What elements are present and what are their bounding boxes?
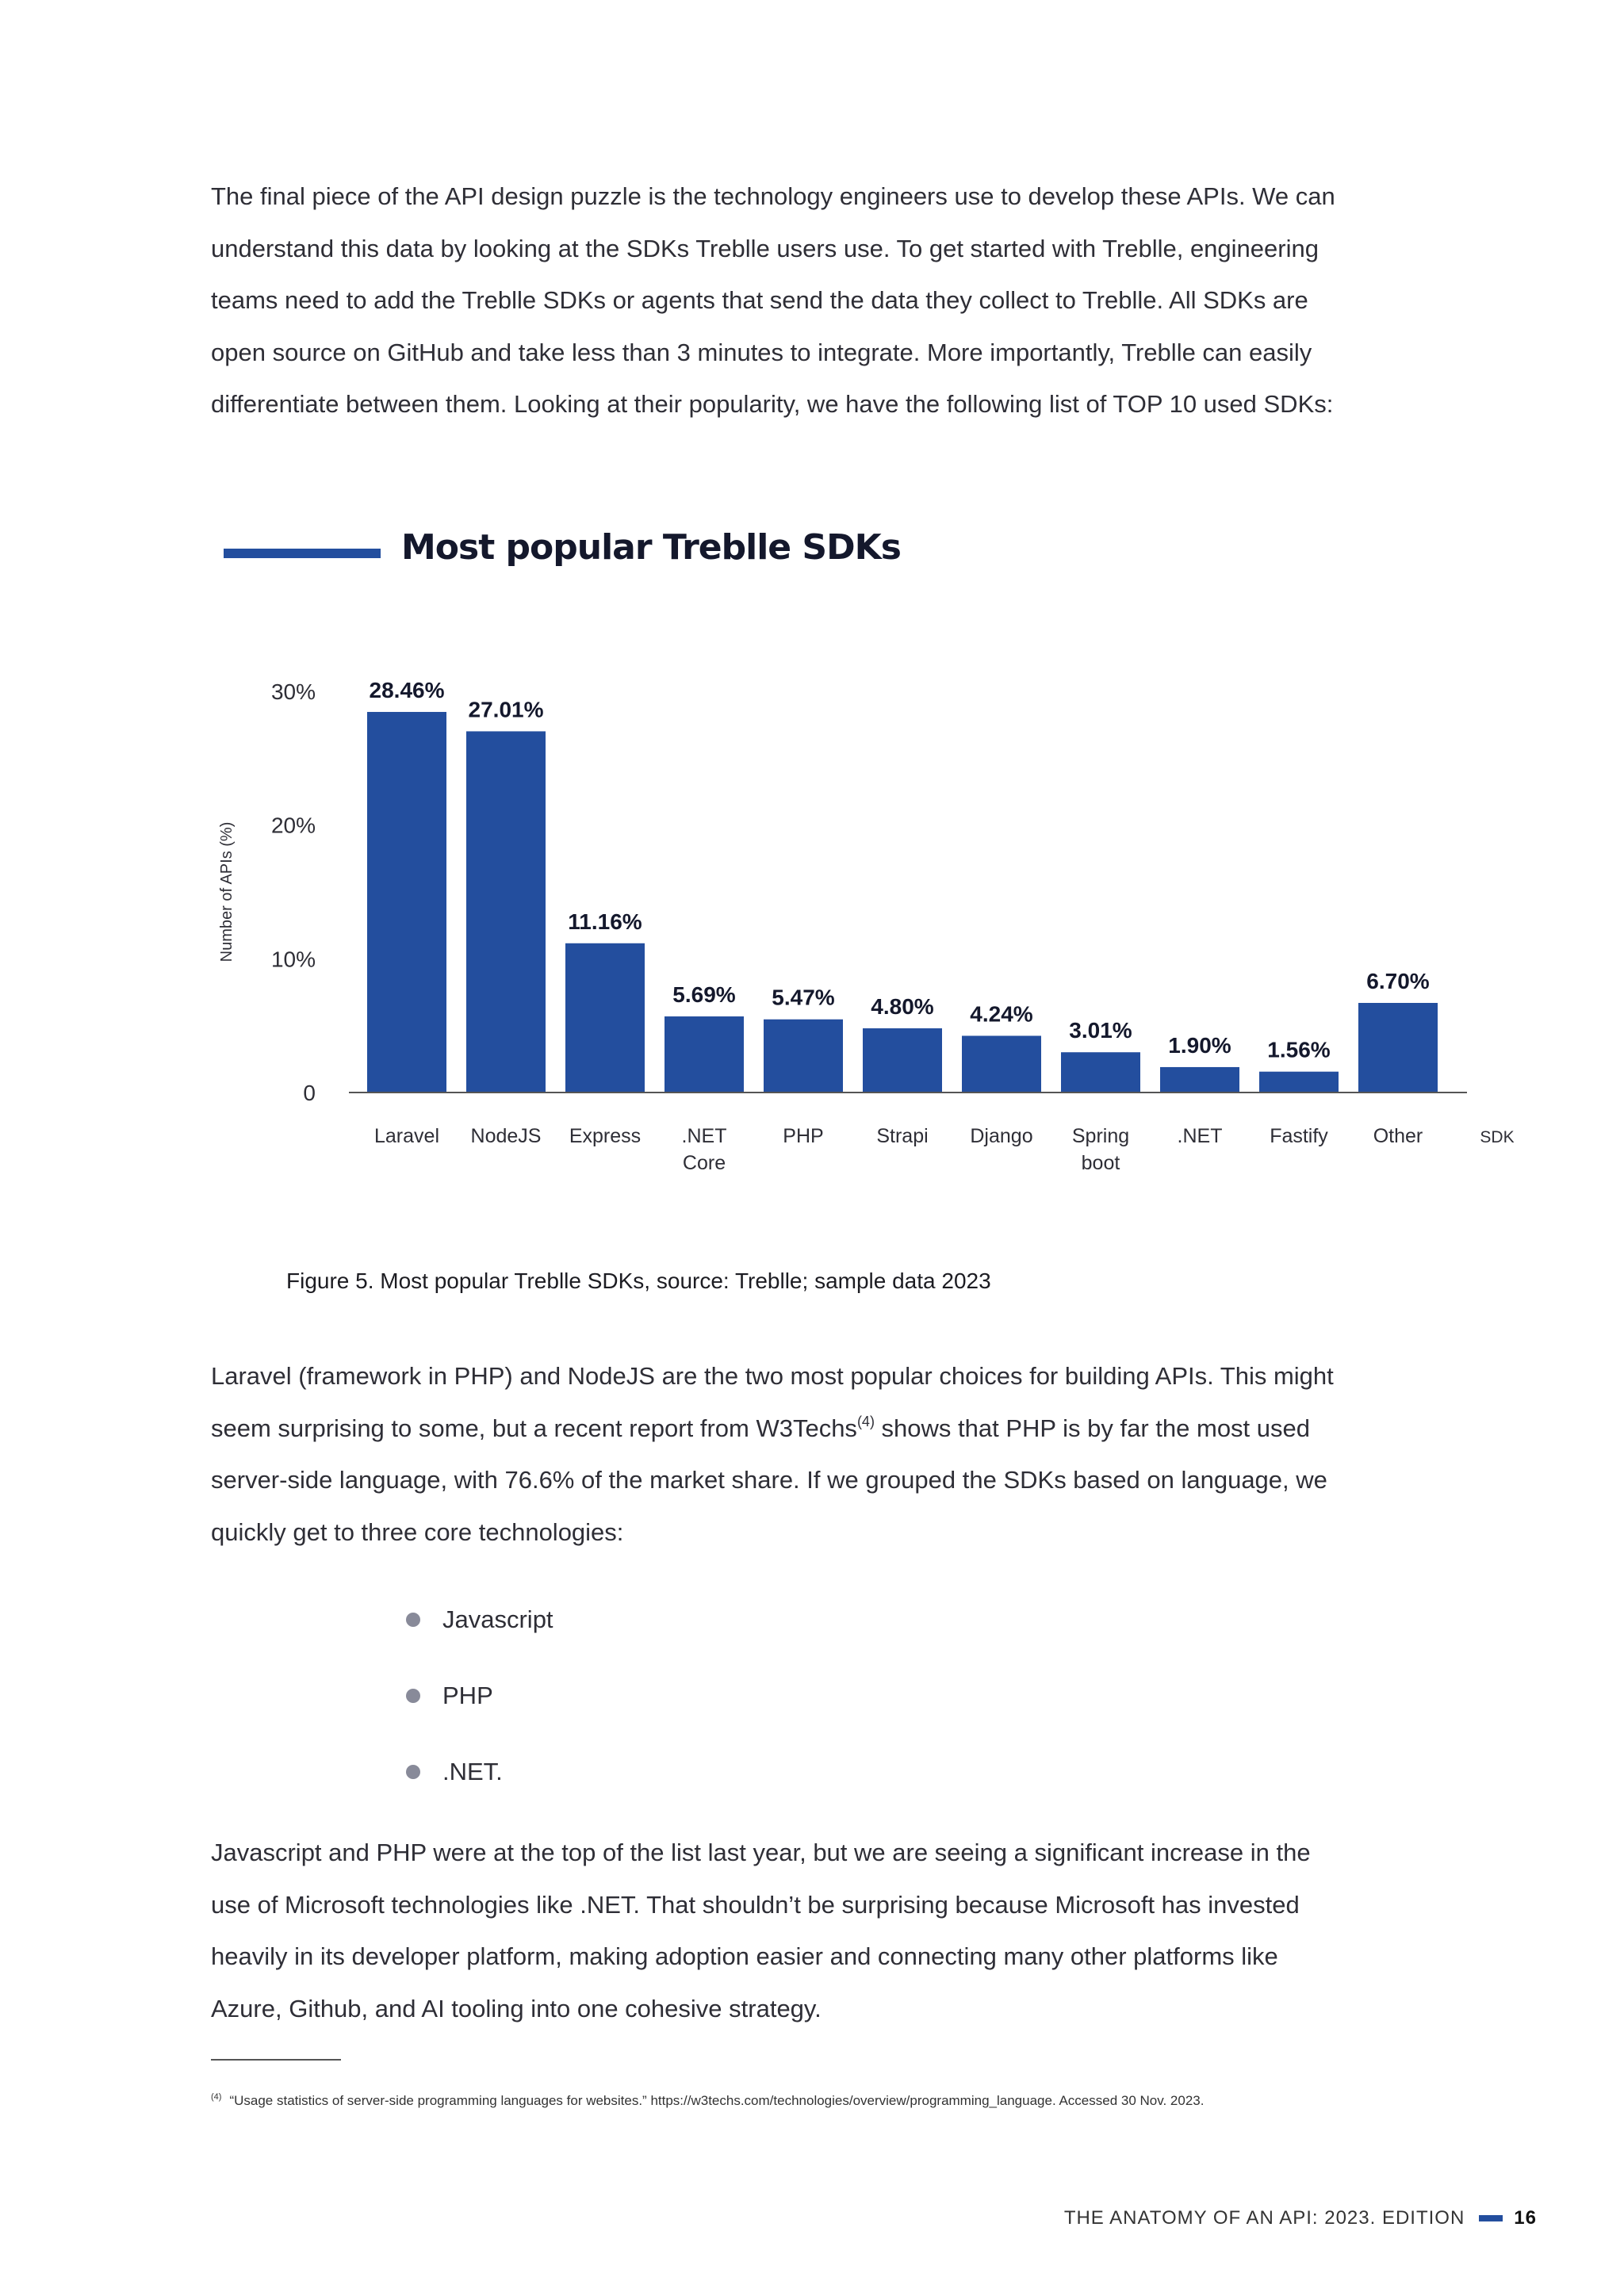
y-axis-label: Number of APIs (%) xyxy=(218,821,236,962)
page-footer xyxy=(1064,2207,1537,2229)
bar-value-label: 4.80% xyxy=(871,994,934,1020)
para3-line: heavily in its developer platform, making adoption easier and connecting many other platforms like xyxy=(211,1942,1278,1970)
footnote-reference[interactable]: (4) xyxy=(856,1413,875,1429)
x-tick-label: Fastify xyxy=(1270,1125,1328,1147)
bar xyxy=(367,712,446,1093)
bar-value-label: 27.01% xyxy=(468,697,544,722)
x-tick-label: Spring xyxy=(1071,1125,1130,1147)
bullet-dot-icon xyxy=(406,1765,420,1779)
para2-line: Laravel (framework in PHP) and NodeJS are the two most popular choices for building APIs. This might xyxy=(211,1362,1334,1390)
list-item xyxy=(406,1734,553,1810)
footnote-marker: (4) xyxy=(211,2092,222,2102)
x-tick-label: Other xyxy=(1373,1125,1423,1147)
x-tick-label: .NET xyxy=(681,1125,727,1147)
x-tick-label: Django xyxy=(970,1125,1033,1147)
footnote xyxy=(211,2093,1204,2109)
list-item-label: Javascript xyxy=(442,1605,553,1633)
para3-line: Javascript and PHP were at the top of the list last year, but we are seeing a significant increase in the xyxy=(211,1839,1311,1866)
footer-title: THE ANATOMY OF AN API: 2023. EDITION xyxy=(1063,2207,1465,2229)
para3-line: Azure, Github, and AI tooling into one cohesive strategy. xyxy=(211,1994,822,2022)
bar-value-label: 11.16% xyxy=(568,909,642,934)
bar xyxy=(764,1020,843,1093)
bullet-dot-icon xyxy=(406,1689,420,1703)
bar-value-label: 1.90% xyxy=(1168,1032,1231,1058)
bar-value-label: 1.56% xyxy=(1267,1037,1331,1062)
bar-value-label: 5.69% xyxy=(672,982,736,1008)
bar-value-label: 3.01% xyxy=(1069,1018,1132,1043)
bar-value-label: 5.47% xyxy=(772,985,835,1010)
intro-line: The final piece of the API design puzzle is the technology engineers use to develop these APIs. We can xyxy=(211,182,1335,210)
bar xyxy=(1358,1003,1438,1093)
intro-line: understand this data by looking at the SDKs Treblle users use. To get started with Treblle, engineering xyxy=(211,234,1319,262)
bar xyxy=(962,1035,1041,1093)
x-tick-label: boot xyxy=(1081,1152,1120,1174)
para3-line: use of Microsoft technologies like .NET. That shouldn’t be surprising because Microsoft has invested xyxy=(211,1890,1300,1919)
footnote-text: “Usage statistics of server-side programming languages for websites.” https://w3techs.com/technologies/overview/programming_language. Accessed 30 Nov. 2023. xyxy=(229,2093,1205,2108)
para2-line: shows that PHP is by far the most used xyxy=(874,1414,1311,1442)
bar-value-label: 28.46% xyxy=(369,677,445,702)
para2-line: quickly get to three core technologies: xyxy=(211,1517,624,1546)
y-tick-label: 10% xyxy=(270,947,316,972)
list-item xyxy=(406,1582,553,1658)
x-tick-label: Laravel xyxy=(374,1125,439,1147)
y-tick-label: 20% xyxy=(270,813,316,838)
para2-line: seem surprising to some, but a recent report from W3Techs xyxy=(211,1414,857,1442)
y-tick-label: 30% xyxy=(270,679,316,704)
x-tick-label: .NET xyxy=(1177,1125,1223,1147)
page-number: 16 xyxy=(1514,2207,1537,2229)
bullet-dot-icon xyxy=(406,1613,420,1627)
intro-paragraph xyxy=(211,170,1448,430)
footer-accent-mark xyxy=(1479,2215,1503,2221)
bar xyxy=(1259,1072,1339,1093)
x-axis-label: SDK xyxy=(1480,1128,1515,1146)
y-tick-label: 0 xyxy=(303,1081,316,1105)
intro-line: differentiate between them. Looking at their popularity, we have the following list of TOP 10 used SDKs: xyxy=(211,390,1334,418)
bar-value-label: 4.24% xyxy=(970,1001,1033,1027)
x-tick-label: Core xyxy=(682,1152,726,1174)
bar-value-label: 6.70% xyxy=(1366,968,1430,993)
technology-list xyxy=(406,1582,553,1810)
list-item-label: .NET. xyxy=(442,1758,503,1785)
x-tick-label: Strapi xyxy=(876,1125,929,1147)
bar xyxy=(863,1028,942,1093)
intro-line: teams need to add the Treblle SDKs or agents that send the data they collect to Treblle. All SDKs are xyxy=(211,286,1308,314)
list-item xyxy=(406,1658,553,1734)
bar xyxy=(1160,1067,1239,1093)
chart-title: Most popular Treblle SDKs xyxy=(401,527,901,568)
body-paragraph-3 xyxy=(211,1827,1448,2034)
bar xyxy=(1061,1052,1140,1093)
list-item-label: PHP xyxy=(442,1682,493,1709)
bar xyxy=(466,731,546,1093)
intro-line: open source on GitHub and take less than 3 minutes to integrate. More importantly, Treblle can easily xyxy=(211,338,1312,366)
x-tick-label: Express xyxy=(569,1125,642,1147)
bar xyxy=(665,1016,744,1093)
footnote-divider xyxy=(211,2059,341,2061)
x-tick-label: PHP xyxy=(783,1125,824,1147)
para2-line: server-side language, with 76.6% of the market share. If we grouped the SDKs based on language, we xyxy=(211,1466,1327,1494)
bar xyxy=(565,943,645,1093)
x-tick-label: NodeJS xyxy=(470,1125,542,1147)
chart-title-accent-bar xyxy=(224,549,381,558)
body-paragraph-2 xyxy=(211,1350,1448,1558)
figure-caption: Figure 5. Most popular Treblle SDKs, source: Treblle; sample data 2023 xyxy=(286,1269,991,1293)
